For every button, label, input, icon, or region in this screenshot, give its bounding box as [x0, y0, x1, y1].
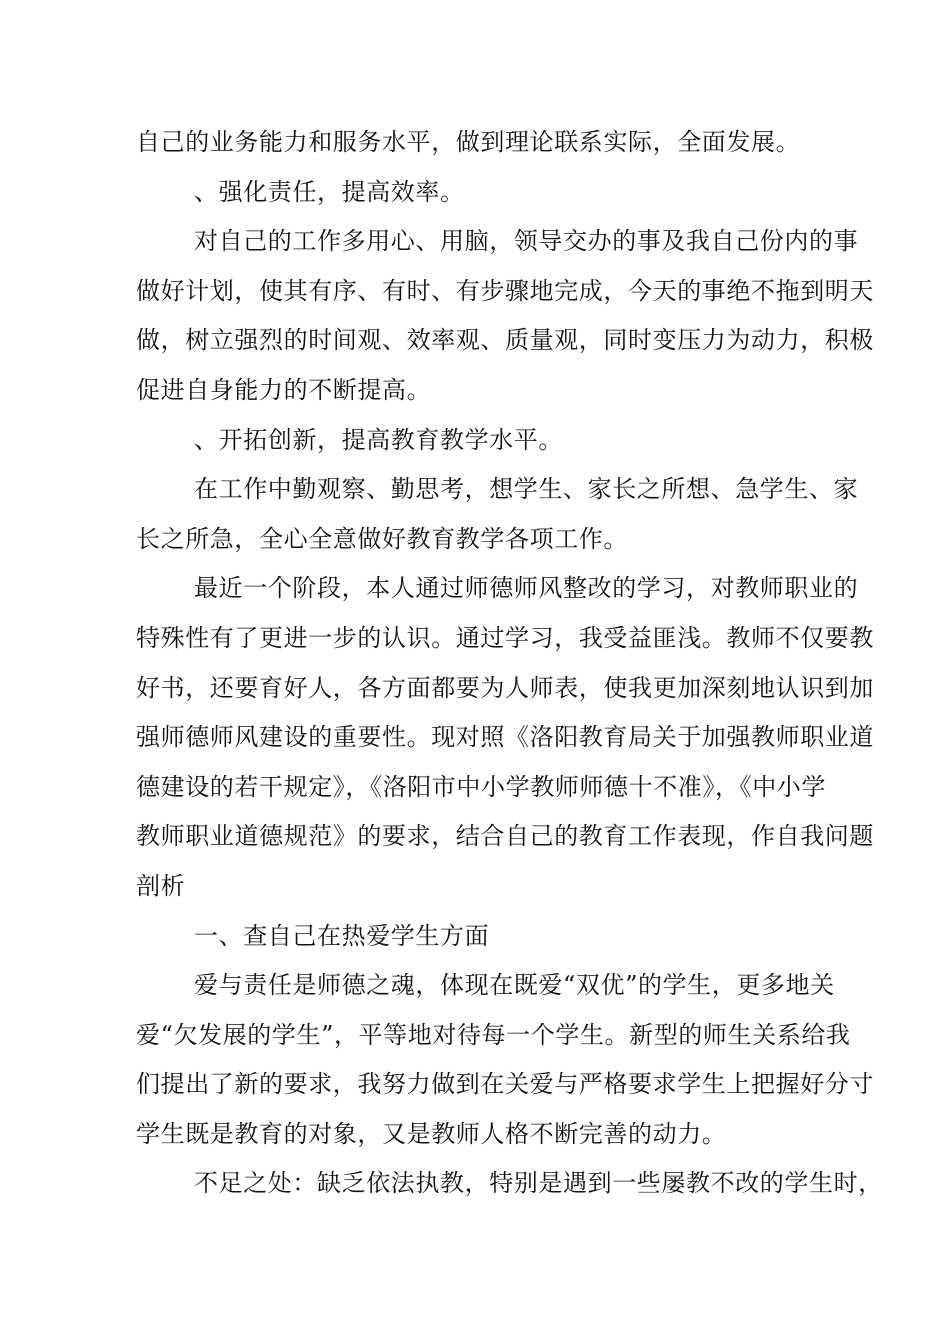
section-heading: 一、查自己在热爱学生方面 — [194, 921, 490, 950]
paragraph-line: 爱与责任是师德之魂，体现在既爱“双优”的学生，更多地关 — [194, 971, 835, 1000]
paragraph-line: 促进自身能力的不断提高。 — [136, 375, 432, 404]
document-body — [136, 118, 883, 1209]
paragraph-line: 德建设的若干规定》，《洛阳市中小学教师师德十不准》，《中小学 — [136, 772, 826, 801]
paragraph-line: 不足之处：缺乏依法执教，特别是遇到一些屡教不改的学生时， — [194, 1169, 883, 1198]
paragraph-line: 教师职业道德规范》的要求，结合自己的教育工作表现，作自我问题 — [136, 822, 874, 851]
paragraph-line: 们提出了新的要求，我努力做到在关爱与严格要求学生上把握好分寸 — [136, 1070, 874, 1099]
text-line: 自己的业务能力和服务水平，做到理论联系实际，全面发展。 — [136, 128, 801, 156]
paragraph-line: 强师德师风建设的重要性。现对照《洛阳教育局关于加强教师职业道 — [136, 723, 874, 752]
paragraph-line: 做好计划，使其有序、有时、有步骤地完成，今天的事绝不拖到明天 — [136, 276, 874, 305]
paragraph-line: 长之所急，全心全意做好教育教学各项工作。 — [136, 524, 628, 553]
paragraph-line: 学生既是教育的对象，又是教师人格不断完善的动力。 — [136, 1119, 727, 1148]
paragraph-line: 剖析 — [136, 871, 186, 900]
paragraph-line: 特殊性有了更进一步的认识。通过学习，我受益匪浅。教师不仅要教 — [136, 623, 874, 652]
paragraph-line: 最近一个阶段，本人通过师德师风整改的学习，对教师职业的 — [194, 574, 859, 603]
paragraph-line: 爱“欠发展的学生”，平等地对待每一个学生。新型的师生关系给我 — [136, 1020, 851, 1049]
paragraph-line: 做，树立强烈的时间观、效率观、质量观，同时变压力为动力，积极 — [136, 326, 874, 355]
paragraph-line: 在工作中勤观察、勤思考，想学生、家长之所想、急学生、家 — [194, 475, 859, 504]
paragraph-line: 好书，还要育好人，各方面都要为人师表，使我更加深刻地认识到加 — [136, 673, 874, 702]
paragraph-line: 对自己的工作多用心、用脑，领导交办的事及我自己份内的事 — [194, 227, 859, 256]
section-heading: 、强化责任，提高效率。 — [194, 177, 465, 206]
section-heading: 、开拓创新，提高教育教学水平。 — [194, 425, 563, 454]
